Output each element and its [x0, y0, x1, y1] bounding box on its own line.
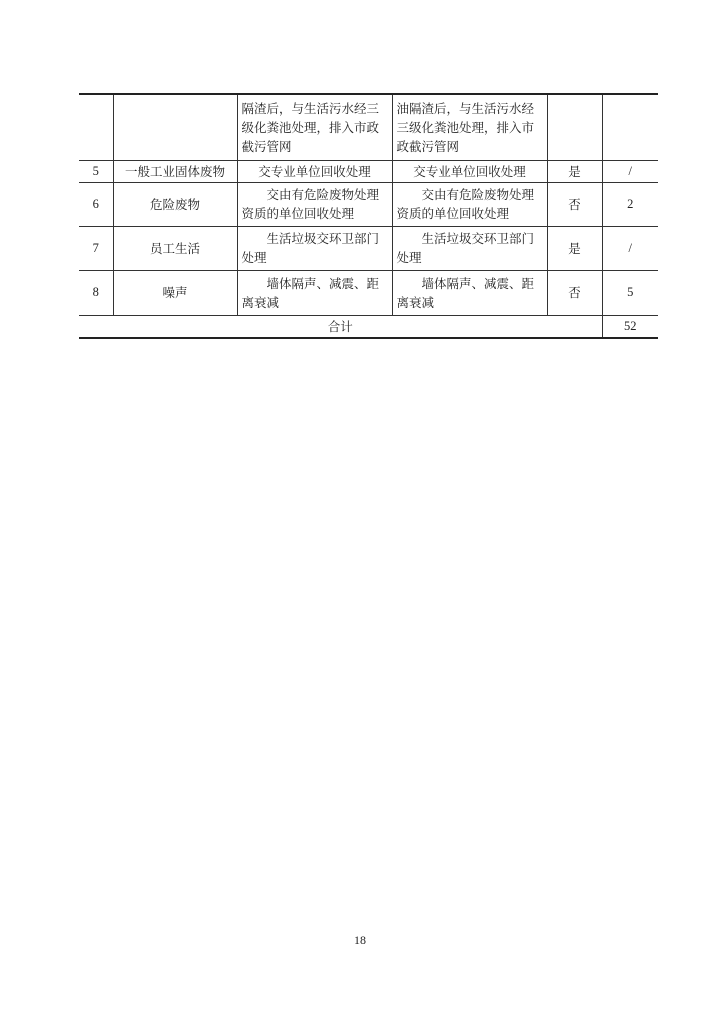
table-cell-value: 2	[602, 182, 658, 226]
page-number: 18	[354, 933, 366, 947]
table-cell-no: 5	[79, 160, 113, 182]
table-cell-measure-b: 生活垃圾交环卫部门处理	[392, 226, 547, 270]
table-row	[79, 226, 658, 270]
table-cell-no	[79, 94, 113, 160]
table-cell-item: 噪声	[113, 270, 237, 315]
table-cell-measure-b: 交专业单位回收处理	[392, 160, 547, 182]
table-row	[79, 270, 658, 315]
table-cell-measure-a: 隔渣后，与生活污水经三级化粪池处理，排入市政截污管网	[237, 94, 392, 160]
table-cell-item: 一般工业固体废物	[113, 160, 237, 182]
table-cell-measure-a: 墙体隔声、减震、距离衰减	[237, 270, 392, 315]
table-row	[79, 160, 658, 182]
table-row-continued	[79, 94, 658, 160]
table-cell-no: 8	[79, 270, 113, 315]
table-cell-flag: 否	[547, 182, 602, 226]
table-cell-value	[602, 94, 658, 160]
table-cell-no: 6	[79, 182, 113, 226]
table-cell-value: /	[602, 226, 658, 270]
table-row	[79, 182, 658, 226]
table-cell-item: 员工生活	[113, 226, 237, 270]
table-cell-flag	[547, 94, 602, 160]
table-cell-measure-b: 油隔渣后，与生活污水经三级化粪池处理，排入市政截污管网	[392, 94, 547, 160]
table-cell-item	[113, 94, 237, 160]
table-cell-value: /	[602, 160, 658, 182]
table-cell-measure-b: 墙体隔声、减震、距离衰减	[392, 270, 547, 315]
table-cell-measure-a: 生活垃圾交环卫部门处理	[237, 226, 392, 270]
table-cell-flag: 是	[547, 160, 602, 182]
environmental-measures-table	[79, 93, 658, 339]
table-cell-measure-a: 交由有危险废物处理资质的单位回收处理	[237, 182, 392, 226]
table-total-row	[79, 315, 658, 338]
table-cell-measure-b: 交由有危险废物处理资质的单位回收处理	[392, 182, 547, 226]
table-cell-value: 5	[602, 270, 658, 315]
total-label: 合计	[79, 315, 602, 338]
table-cell-item: 危险废物	[113, 182, 237, 226]
table-cell-flag: 是	[547, 226, 602, 270]
table-cell-no: 7	[79, 226, 113, 270]
table-cell-measure-a: 交专业单位回收处理	[237, 160, 392, 182]
table-cell-flag: 否	[547, 270, 602, 315]
total-value: 52	[602, 315, 658, 338]
